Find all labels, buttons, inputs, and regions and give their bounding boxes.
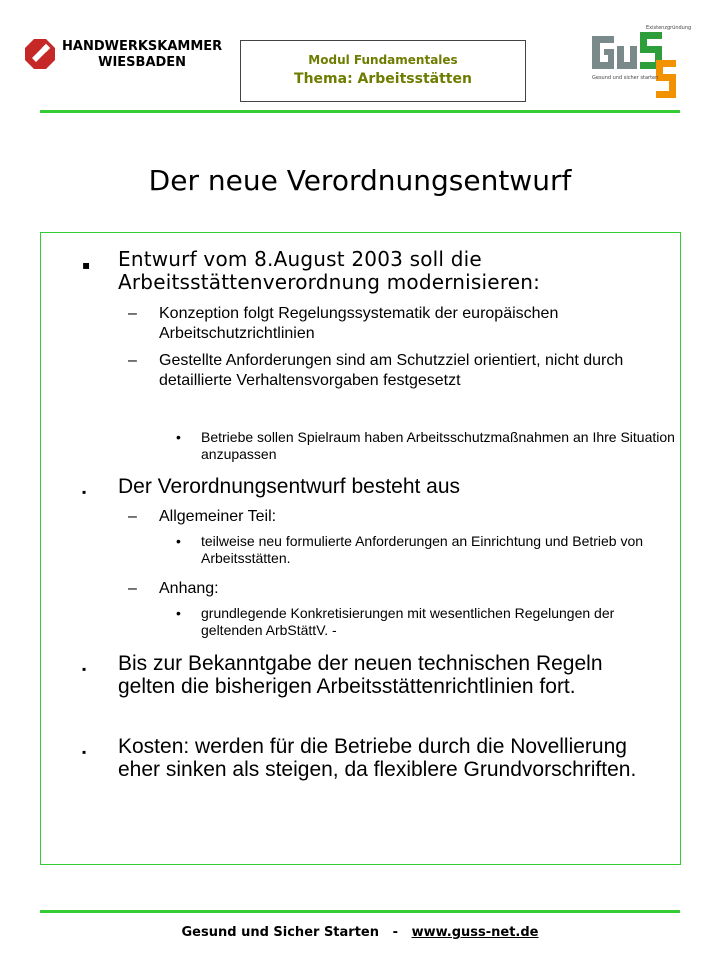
sub-sub-bullet-text: grundlegende Konkretisierungen mit wesentlichen Regelungen der geltenden ArbStättV. - [201, 605, 615, 638]
bullet-4 [82, 735, 662, 781]
bullet-text: Entwurf vom 8.August 2003 soll die Arbeitsstättenverordnung modernisieren: [118, 247, 541, 294]
module-name: Modul Fundamentales [308, 53, 458, 67]
sub-bullet-2-2 [128, 579, 673, 599]
sub-bullet-1-1 [128, 304, 673, 344]
bullet-text: Kosten: werden für die Betriebe durch die Novellierung eher sinken als steigen, da flexiblere Grundvorschriften. [118, 735, 637, 781]
organization-name [62, 39, 222, 71]
footer-website-link[interactable]: www.guss-net.de [411, 925, 539, 940]
topic-name: Thema: Arbeitsstätten [294, 71, 472, 87]
module-topic-box [240, 40, 526, 102]
dot-bullet-icon: • [176, 533, 181, 549]
sub-bullet-text: Gestellte Anforderungen sind am Schutzziel orientiert, nicht durch detaillierte Verhaltensvorgaben festgesetzt [159, 352, 624, 389]
footer-divider [40, 910, 680, 913]
bullet-3 [82, 652, 662, 698]
sub-sub-bullet-2-2-1 [176, 605, 676, 639]
organization-name-line2: WIESBADEN [98, 55, 187, 70]
dash-bullet-icon: – [128, 580, 137, 597]
sub-bullet-text: Anhang: [159, 580, 219, 597]
hwk-logo-icon [24, 38, 56, 70]
footer [0, 925, 720, 940]
dot-bullet-icon: • [176, 429, 181, 445]
sub-sub-bullet-text: teilweise neu formulierte Anforderungen an Einrichtung und Betrieb von Arbeitsstätten. [201, 533, 644, 566]
guss-logo-icon [588, 24, 692, 102]
sub-sub-bullet-1-2-1 [176, 429, 676, 463]
dash-bullet-icon: – [128, 508, 137, 525]
square-bullet-icon: ▪ [82, 745, 87, 759]
sub-sub-bullet-2-1-1 [176, 533, 676, 567]
dash-bullet-icon: – [128, 305, 137, 322]
sub-bullet-2-1 [128, 507, 673, 527]
bullet-text: Bis zur Bekanntgabe der neuen technischen Regeln gelten die bisherigen Arbeitsstättenrichtlinien fort. [118, 652, 603, 698]
bullet-1 [82, 248, 662, 294]
sub-bullet-text: Allgemeiner Teil: [159, 508, 277, 525]
square-bullet-icon: ▪ [82, 258, 91, 272]
bullet-2 [82, 475, 662, 498]
dash-bullet-icon: – [128, 352, 137, 369]
square-bullet-icon: ▪ [82, 662, 87, 676]
footer-separator: - [392, 925, 398, 940]
sub-sub-bullet-text: Betriebe sollen Spielraum haben Arbeitsschutzmaßnahmen an Ihre Situation anzupassen [201, 429, 675, 462]
dot-bullet-icon: • [176, 605, 181, 621]
square-bullet-icon: ▪ [82, 485, 87, 499]
sub-bullet-text: Konzeption folgt Regelungssystematik der europäischen Arbeitschutzrichtlinien [159, 305, 559, 342]
page-title: Der neue Verordnungsentwurf [148, 164, 572, 197]
organization-name-line1: HANDWERKSKAMMER [62, 39, 223, 54]
bullet-text: Der Verordnungsentwurf besteht aus [118, 475, 461, 498]
guss-slogan: Gesund und sicher starten [592, 75, 659, 81]
guss-tagline: Existenzgründung [646, 25, 692, 31]
footer-text: Gesund und Sicher Starten [181, 925, 379, 940]
header-divider [40, 110, 680, 113]
sub-bullet-1-2 [128, 351, 673, 391]
